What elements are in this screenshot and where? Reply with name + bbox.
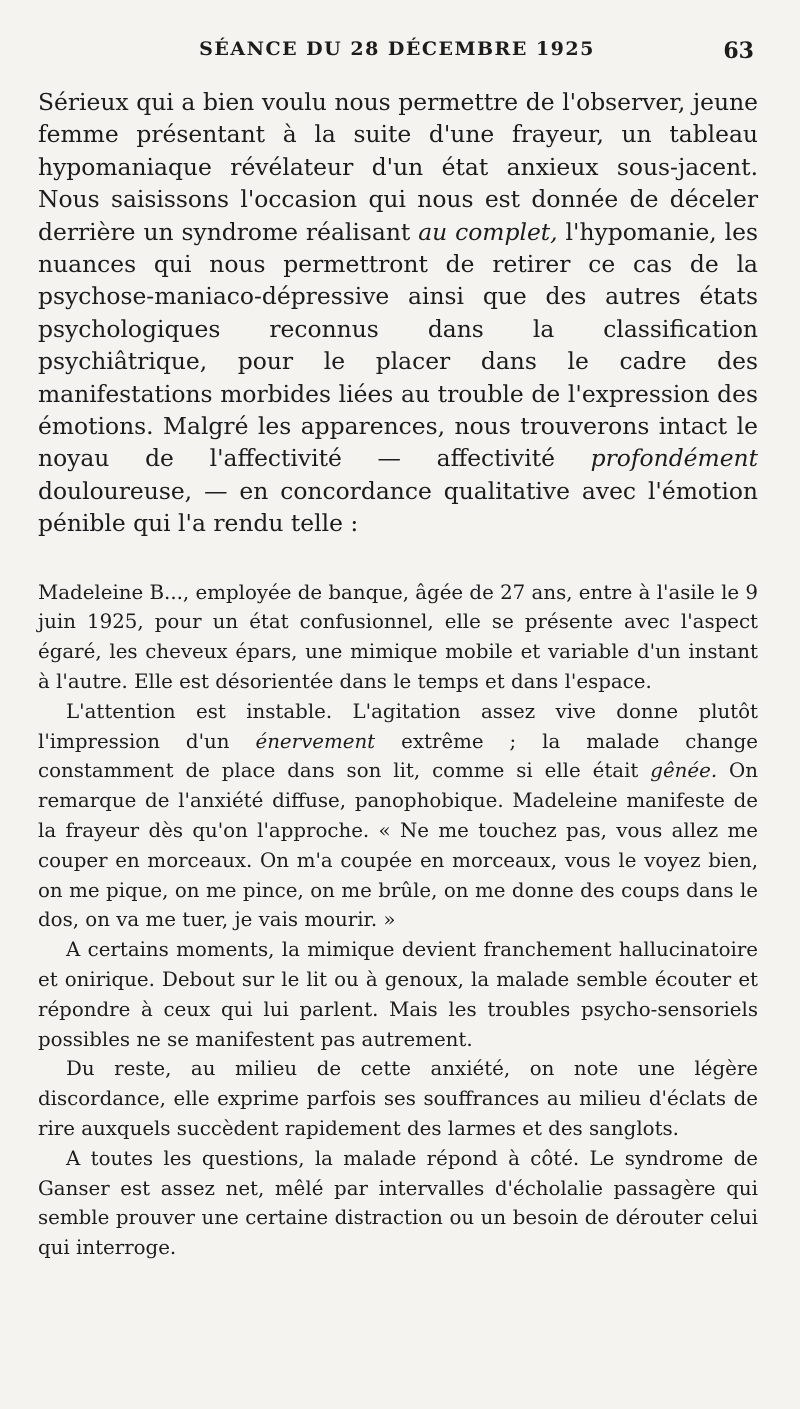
intro-text-2: l'hypomanie, les nuances qui nous permettront de retirer ce cas de la psychose-maniaco-dépressive ainsi que des autres états psychologiques reconnus dans la classification psychiâtrique, pour le placer dans le cadre des manifestations morbides liées au trouble de l'expression des émotions. Malgré les apparences, nous trouverons intact le noyau de l'affectivité — affectivité [38,217,758,473]
observation-paragraph-4: Du reste, au milieu de cette anxiété, on note une légère discordance, elle exprime parfois ses souffrances au milieu d'éclats de rire auxquels succèdent rapidement des larmes et des sanglots. [38,1057,758,1141]
observation-section [38,578,758,1263]
intro-text-1: Sérieux qui a bien voulu nous permettre de l'observer, jeune femme présentant à la suite d'une frayeur, un tableau hypomaniaque révélateur d'un état anxieux sous-jacent. Nous saisissons l'occasion qui nous est donnée de déceler derrière un syndrome réalisant [38,88,758,246]
intro-section [38,86,758,540]
body-text [38,86,758,1263]
intro-text-3: douloureuse, — en concordance qualitative avec l'émotion pénible qui l'a rendu telle : [38,476,758,538]
observation-paragraph-1: Madeleine B..., employée de banque, âgée de 27 ans, entre à l'asile le 9 juin 1925, pour un état confusionnel, elle se présente avec l'aspect égaré, les cheveux épars, une mimique mobile et variable d'un instant à l'autre. Elle est désorientée dans le temps et dans l'espace. [38,580,758,694]
obs-p2-text-b: extrême ; la malade change constamment de place dans son lit, comme si elle était [38,729,758,783]
intro-emphasis-2: profondément [590,444,758,473]
obs-p2-text-c: On remarque de l'anxiété diffuse, panophobique. Madeleine manifeste de la frayeur dès qu'on l'approche. « Ne me touchez pas, vous allez me couper en morceaux. On m'a coupée en morceaux, vous le voyez bien, on me pique, on me pince, on me brûle, on me donne des coups dans le dos, on va me tuer, je vais mourir. » [38,759,758,932]
obs-p2-emphasis-1: énervement [255,729,376,753]
observation-paragraph-2 [38,697,758,935]
intro-paragraph [38,86,758,540]
observation-paragraph-5: A toutes les questions, la malade répond à côté. Le syndrome de Ganser est assez net, mêlé par intervalles d'écholalie passagère qui semble prouver une certaine distraction ou un besoin de dérouter celui qui interroge. [38,1146,758,1260]
page-number: 63 [723,38,754,64]
running-header [40,38,754,70]
observation-paragraph-3: A certains moments, la mimique devient franchement hallucinatoire et onirique. Debout sur le lit ou à genoux, la malade semble écouter et répondre à ceux qui lui parlent. Mais les troubles psycho-sensoriels possibles ne se manifestent pas autrement. [38,938,758,1051]
running-title: SÉANCE DU 28 DÉCEMBRE 1925 [199,38,595,60]
intro-emphasis-1: au complet, [418,217,558,246]
obs-p2-emphasis-2: gênée. [650,759,718,783]
obs-p2-text-a: L'attention est instable. L'agitation assez vive donne plutôt l'impression d'un [38,699,758,753]
